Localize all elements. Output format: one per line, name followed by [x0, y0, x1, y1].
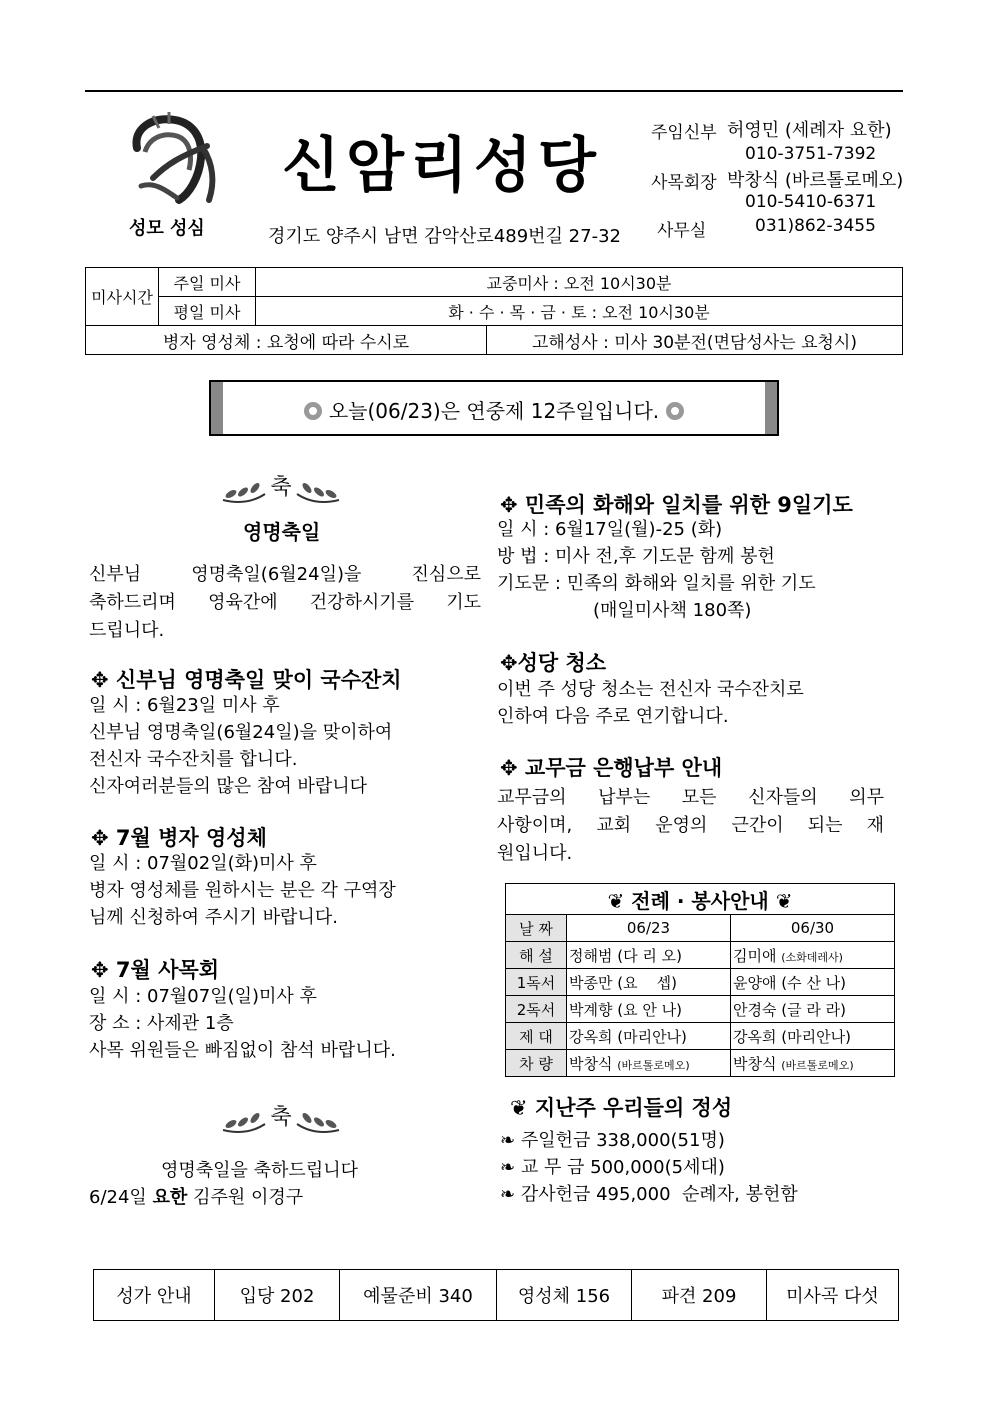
feast-body-line: 신부님 영명축일(6월24일)을 진심으로 — [89, 564, 481, 585]
sick-communion-info: 병자 영성체 : 요청에 따라 수시로 — [86, 326, 487, 355]
dues-body — [497, 784, 884, 867]
cleaning-heading: ✥성당 청소 — [500, 651, 607, 675]
person-cell: 강옥희 (마리안나) — [567, 1023, 731, 1050]
service-title: ❦ 전례 · 봉사안내 ❦ — [506, 884, 895, 915]
novena-method: 미사 전,후 기도문 함께 봉헌 — [555, 546, 775, 567]
cleaning-line: 인하여 다음 주로 연기합니다. — [497, 706, 729, 727]
novena-body: 일 시 : 6월17일(월)-25 (화) 방 법 : 미사 전,후 기도문 함께 봉헌 기도문 : 민족의 화해와 일치를 위한 기도 (매일미사책 180쪽) — [497, 516, 897, 624]
hymn-cell: 입당 202 — [215, 1270, 340, 1321]
person-cell: 정해범 (다 리 오) — [567, 942, 731, 969]
diamond-bullet-icon: ✥ — [500, 651, 518, 675]
council-meeting-line: 사목 위원들은 빠짐없이 참석 바랍니다. — [89, 1040, 396, 1061]
hymn-cell: 파견 209 — [632, 1270, 767, 1321]
office-phone: 031)862-3455 — [755, 216, 876, 236]
diamond-bullet-icon: ✥ — [500, 493, 518, 517]
hymn-table — [93, 1269, 899, 1321]
dues-line: 교무금의 납부는 모든 신자들의 의무 — [497, 787, 884, 808]
hymn-cell: 예물준비 340 — [340, 1270, 497, 1321]
table-row — [506, 915, 895, 942]
novena-method-label: 방 법 — [497, 546, 538, 567]
diamond-bullet-icon: ✥ — [91, 958, 109, 982]
pastor-name: 허영민 (세례자 요한) — [727, 120, 892, 141]
offerings-heading: ❦ 지난주 우리들의 정성 — [510, 1096, 733, 1120]
diamond-bullet-icon: ✥ — [91, 668, 109, 692]
table-row — [506, 942, 895, 969]
table-row — [506, 996, 895, 1023]
parish-logo — [123, 108, 227, 208]
table-row — [94, 1270, 899, 1321]
noodle-party-line: 일 시 : 6월23일 미사 후 — [89, 695, 280, 716]
noodle-party-body — [89, 692, 489, 800]
council-meeting-line: 일 시 : 07월07일(일)미사 후 — [89, 986, 317, 1007]
floral-bullet-icon: ❧ — [500, 1157, 516, 1178]
council-meeting-line: 장 소 : 사제관 1층 — [89, 1013, 234, 1034]
leaf-bullet-icon: ❦ — [607, 888, 625, 913]
celebration-date: 6/24일 — [89, 1187, 147, 1208]
noodle-party-heading: ✥ 신부님 영명축일 맞이 국수잔치 — [91, 668, 402, 692]
today-banner — [209, 380, 779, 436]
noodle-party-line: 신부님 영명축일(6월24일)을 맞이하여 — [89, 722, 393, 743]
role-cell: 차 량 — [506, 1050, 567, 1077]
feast-body-line: 축하드리며 영육간에 건강하시기를 기도 — [89, 592, 481, 613]
table-row — [506, 969, 895, 996]
council-label: 사목회장 — [651, 173, 717, 193]
list-item: ❧ 감사헌금 495,000 순례자, 봉헌함 — [500, 1184, 798, 1205]
person-cell: 윤양애 (수 산 나) — [731, 969, 895, 996]
noodle-party-line: 신자여러분들의 많은 참여 바랍니다 — [89, 776, 367, 797]
table-header-cell: 06/30 — [731, 915, 895, 942]
leaf-bullet-icon: ❦ — [775, 888, 793, 913]
offerings-list — [500, 1127, 900, 1208]
cleaning-body — [497, 676, 897, 730]
logo-caption: 성모 성심 — [129, 218, 205, 239]
feast-body — [89, 561, 481, 644]
hymn-cell: 미사곡 다섯 — [767, 1270, 899, 1321]
diamond-bullet-icon: ✥ — [500, 756, 518, 780]
role-cell: 2독서 — [506, 996, 567, 1023]
sunday-mass-value: 교중미사 : 오전 10시30분 — [256, 268, 903, 297]
table-header-cell: 날 짜 — [506, 915, 567, 942]
floral-bullet-icon: ❧ — [500, 1184, 516, 1205]
noodle-party-line: 전신자 국수잔치를 합니다. — [89, 749, 298, 770]
clover-icon — [666, 402, 684, 420]
parish-name: 신암리성당 — [282, 131, 602, 201]
person-cell: 안경숙 (글 라 라) — [731, 996, 895, 1023]
mass-times-label: 미사시간 — [86, 268, 159, 326]
person-cell: 김미애 (소화데레사) — [731, 942, 895, 969]
table-row — [506, 1023, 895, 1050]
council-phone: 010-5410-6371 — [745, 192, 877, 212]
role-cell: 제 대 — [506, 1023, 567, 1050]
role-cell: 1독서 — [506, 969, 567, 996]
cleaning-line: 이번 주 성당 청소는 전신자 국수잔치로 — [497, 679, 804, 700]
celebration-saint: 요한 — [152, 1187, 188, 1208]
novena-prayer-label: 기도문 — [497, 573, 550, 594]
celebration-names — [89, 1184, 303, 1211]
dues-line: 원입니다. — [497, 843, 573, 864]
dues-heading: ✥ 교무금 은행납부 안내 — [500, 756, 723, 780]
council-meeting-body — [89, 983, 489, 1064]
clover-icon — [304, 402, 322, 420]
sick-communion-line: 님께 신청하여 주시기 바랍니다. — [89, 907, 338, 928]
weekday-mass-label: 평일 미사 — [159, 297, 256, 326]
sick-communion-body — [89, 850, 489, 931]
banner-text: 오늘(06/23)은 연중제 12주일입니다. — [328, 399, 660, 423]
council-name: 박창식 (바르톨로메오) — [727, 170, 904, 191]
person-cell: 박창식 (바르톨로메오) — [731, 1050, 895, 1077]
table-header-cell: 06/23 — [567, 915, 731, 942]
list-item: ❧ 교 무 금 500,000(5세대) — [500, 1157, 725, 1178]
sick-communion-line: 일 시 : 07월02일(화)미사 후 — [89, 853, 317, 874]
hymn-cell: 성가 안내 — [94, 1270, 215, 1321]
mass-times-table — [85, 267, 903, 355]
person-cell: 박창식 (바르톨로메오) — [567, 1050, 731, 1077]
novena-date: 6월17일(월)-25 (화) — [555, 519, 723, 540]
dues-line: 사항이며, 교회 운영의 근간이 되는 재 — [497, 815, 884, 836]
pastor-label: 주임신부 — [651, 123, 717, 143]
novena-heading: ✥ 민족의 화해와 일치를 위한 9일기도 — [500, 493, 853, 517]
table-row — [506, 1050, 895, 1077]
feast-body-line: 드립니다. — [89, 620, 165, 641]
confession-info: 고해성사 : 미사 30분전(면담성사는 요청시) — [486, 326, 902, 355]
person-cell: 박계향 (요 안 나) — [567, 996, 731, 1023]
person-cell: 박종만 (요 셉) — [567, 969, 731, 996]
weekday-mass-value: 화 · 수 · 목 · 금 · 토 : 오전 10시30분 — [256, 297, 903, 326]
parish-address: 경기도 양주시 남면 감악산로489번길 27-32 — [268, 226, 621, 247]
novena-prayer-note: (매일미사책 180쪽) — [593, 600, 752, 621]
laurel-ornament — [219, 1094, 343, 1140]
laurel-label: 축 — [270, 475, 292, 500]
novena-prayer: 민족의 화해와 일치를 위한 기도 — [566, 573, 816, 594]
sick-communion-heading: ✥ 7월 병자 영성체 — [91, 826, 267, 850]
service-table — [505, 883, 895, 1077]
hymn-cell: 영성체 156 — [497, 1270, 632, 1321]
laurel-ornament — [219, 464, 343, 510]
floral-bullet-icon: ❧ — [500, 1130, 516, 1151]
council-meeting-heading: ✥ 7월 사목회 — [91, 958, 219, 982]
role-cell: 해 설 — [506, 942, 567, 969]
novena-date-label: 일 시 — [497, 519, 538, 540]
laurel-label: 축 — [270, 1105, 292, 1130]
feast-title: 영명축일 — [243, 520, 321, 544]
list-item: ❧ 주일헌금 338,000(51명) — [500, 1130, 725, 1151]
celebration-line: 영명축일을 축하드립니다 — [161, 1160, 358, 1181]
person-cell: 강옥희 (마리안나) — [731, 1023, 895, 1050]
top-rule — [85, 90, 903, 92]
pastor-phone: 010-3751-7392 — [745, 144, 877, 164]
celebration-people: 김주원 이경구 — [193, 1187, 304, 1208]
sunday-mass-label: 주일 미사 — [159, 268, 256, 297]
diamond-bullet-icon: ✥ — [91, 826, 109, 850]
leaf-bullet-icon: ❦ — [510, 1096, 528, 1120]
sick-communion-line: 병자 영성체를 원하시는 분은 각 구역장 — [89, 880, 396, 901]
office-label: 사무실 — [657, 221, 707, 241]
